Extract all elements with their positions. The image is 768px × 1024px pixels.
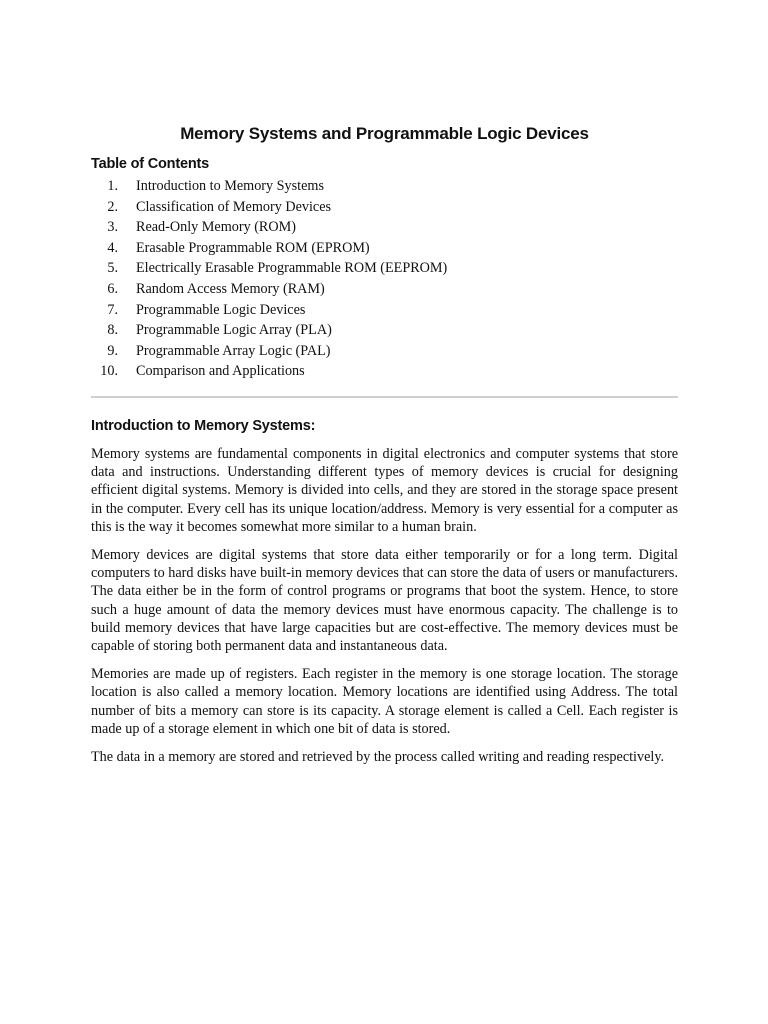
document-page: [91, 124, 678, 776]
toc-item-number: 5.: [107, 260, 118, 277]
body-paragraph: Memories are made up of registers. Each register in the memory is one storage location. The storage location is also called a memory location. Memory locations are identified using Address. The total number of bits a memory can store is its capacity. A storage element is called a Cell. Each register is made up of a storage element in which one bit of data is stored.: [91, 666, 678, 737]
toc-item-number: 8.: [107, 322, 118, 339]
toc-item-label: Random Access Memory (RAM): [136, 280, 325, 297]
toc-item: [91, 320, 678, 341]
body-paragraph: Memory systems are fundamental components in digital electronics and computer systems that store data and instructions. Understanding different types of memory devices is crucial for designing efficient digital systems. Memory is divided into cells, and they are stored in the storage space present in the computer. Every cell has its unique location/address. Memory is very essential for a computer as this is the way it becomes somewhat more similar to a human brain.: [91, 445, 678, 535]
toc-item: [91, 238, 678, 259]
toc-item: [91, 300, 678, 321]
toc-item: [91, 176, 678, 197]
toc-item-number: 3.: [107, 219, 118, 236]
toc-item: [91, 258, 678, 279]
section-divider: [91, 396, 678, 398]
toc-item: [91, 217, 678, 238]
toc-item: [91, 279, 678, 300]
section-heading: Introduction to Memory Systems:: [91, 417, 316, 434]
toc-item-number: 9.: [107, 342, 118, 359]
toc-item-label: Programmable Array Logic (PAL): [136, 342, 331, 359]
toc-item-label: Comparison and Applications: [136, 363, 305, 380]
toc-item-number: 4.: [107, 239, 118, 256]
body-paragraph: Memory devices are digital systems that store data either temporarily or for a long term. Digital computers to hard disks have built-in memory devices that can store the data of users or manufacturers. The data either be in the form of control programs or programs that boot the system. Hence, to store such a huge amount of data the memory devices must have enormous capacity. The challenge is to build memory devices that have large capacities but are cost-effective. The memory devices must be capable of storing both permanent data and instantaneous data.: [91, 546, 678, 654]
body-paragraph: The data in a memory are stored and retrieved by the process called writing and reading respectively.: [91, 748, 665, 765]
toc-item-label: Introduction to Memory Systems: [136, 178, 324, 194]
toc-item-label: Electrically Erasable Programmable ROM (EEPROM): [136, 260, 448, 277]
toc-item-number: 1.: [107, 178, 118, 194]
toc-heading: Table of Contents: [91, 156, 209, 172]
document-title: Memory Systems and Programmable Logic Devices: [180, 124, 589, 143]
toc-item-label: Classification of Memory Devices: [136, 198, 332, 215]
toc-list: [91, 176, 678, 382]
toc-item-number: 10.: [100, 363, 118, 380]
toc-item: [91, 361, 678, 382]
toc-item-number: 6.: [107, 280, 118, 297]
toc-item: [91, 341, 678, 362]
toc-item-label: Programmable Logic Devices: [136, 301, 306, 318]
toc-item-number: 7.: [107, 301, 118, 318]
toc-item-label: Erasable Programmable ROM (EPROM): [136, 239, 370, 256]
toc-item-label: Read-Only Memory (ROM): [136, 219, 296, 236]
toc-item-label: Programmable Logic Array (PLA): [136, 322, 332, 339]
toc-item: [91, 197, 678, 218]
toc-item-number: 2.: [107, 198, 118, 215]
